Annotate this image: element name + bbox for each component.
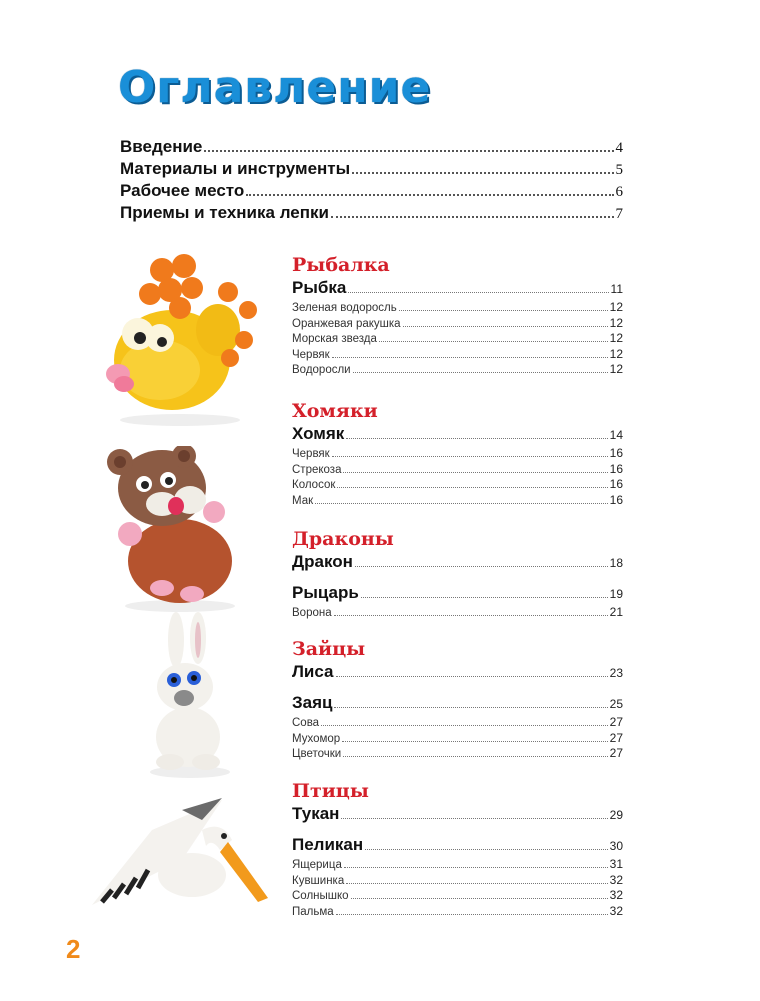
toc-entry[interactable]: [292, 362, 623, 378]
spacer: [292, 826, 623, 835]
leader-dots: [355, 566, 608, 567]
leader-dots: [321, 725, 608, 726]
toc-entry-page: 16: [609, 461, 623, 476]
leader-dots: [336, 914, 608, 915]
toc-entry-label: Цветочки: [292, 748, 342, 760]
section-heading: Птицы: [292, 780, 369, 802]
toc-entry[interactable]: [292, 347, 623, 363]
toc-entry-page: 12: [609, 300, 623, 314]
toc-entry[interactable]: [292, 477, 623, 493]
toc-entry[interactable]: [292, 446, 623, 462]
leader-dots: [403, 326, 608, 327]
leader-dots: [246, 194, 613, 196]
spacer: [292, 574, 623, 583]
toc-entry-page: 4: [615, 140, 623, 156]
toc-entry-label: Морская звезда: [292, 333, 377, 345]
toc-entry-label: Пеликан: [292, 835, 364, 854]
toc-entry-label: Кувшинка: [292, 874, 345, 887]
toc-entry-label: Червяк: [292, 448, 330, 460]
leader-dots: [361, 597, 608, 598]
toc-entry-page: 32: [609, 872, 623, 887]
page-title: Оглавление: [118, 62, 432, 113]
toc-entry-label: Лиса: [292, 662, 334, 681]
toc-entry-page: 27: [609, 746, 623, 760]
toc-entry-label: Ящерица: [292, 859, 342, 871]
toc-entry-page: 27: [609, 715, 623, 729]
toc-entry-label: Мак: [292, 494, 314, 507]
toc-entry[interactable]: [292, 300, 623, 316]
toc-entry-page: 14: [609, 428, 623, 442]
toc-entry-label: Сова: [292, 717, 320, 729]
leader-dots: [353, 372, 608, 373]
section-rabbits: [292, 636, 623, 762]
toc-entry[interactable]: [292, 662, 623, 684]
section-heading: Хомяки: [292, 400, 378, 422]
toc-entry[interactable]: [292, 493, 623, 509]
leader-dots: [343, 472, 607, 473]
toc-entry-label: Водоросли: [292, 364, 351, 376]
toc-entry[interactable]: [292, 835, 623, 857]
toc-entry-label: Тукан: [292, 804, 340, 823]
leader-dots: [334, 707, 607, 708]
toc-entry-page: 11: [610, 282, 623, 296]
page-number: 2: [66, 934, 81, 964]
toc-entry-label: Дракон: [292, 552, 353, 571]
toc-entry-page: 21: [609, 605, 623, 619]
toc-entry-page: 19: [609, 587, 623, 601]
toc-entry[interactable]: [292, 462, 623, 478]
toc-entry-page: 30: [609, 839, 623, 853]
toc-entry-page: 12: [609, 315, 623, 330]
clay-rabbit-image: [140, 612, 235, 782]
toc-entry-label: Стрекоза: [292, 463, 342, 476]
toc-entry-label: Зеленая водоросль: [292, 302, 397, 314]
leader-dots: [332, 357, 608, 358]
section-heading: Зайцы: [292, 638, 366, 660]
toc-entry-page: 12: [609, 331, 623, 345]
toc-entry[interactable]: [292, 715, 623, 731]
leader-dots: [352, 172, 613, 174]
toc-entry[interactable]: [292, 693, 623, 715]
section-heading: Драконы: [292, 528, 394, 550]
toc-entry[interactable]: [292, 424, 623, 446]
toc-entry-page: 29: [609, 808, 623, 822]
section-heading: Рыбалка: [292, 254, 390, 276]
toc-entry[interactable]: [292, 731, 623, 747]
toc-entry[interactable]: [120, 137, 623, 159]
toc-entry[interactable]: [120, 203, 623, 225]
toc-entry-label: Введение: [120, 137, 203, 156]
leader-dots: [399, 310, 608, 311]
toc-entry-label: Солнышко: [292, 890, 349, 902]
leader-dots: [342, 741, 607, 742]
toc-entry-label: Пальма: [292, 905, 334, 918]
toc-entry-label: Рабочее место: [120, 181, 245, 200]
leader-dots: [346, 883, 607, 884]
section-birds: [292, 778, 623, 919]
leader-dots: [343, 756, 607, 757]
toc-entry-label: Хомяк: [292, 424, 345, 443]
toc-entry-page: 12: [609, 362, 623, 376]
toc-entry-label: Ворона: [292, 607, 332, 619]
leader-dots: [351, 898, 608, 899]
toc-entry-label: Рыцарь: [292, 583, 359, 602]
toc-entry[interactable]: [292, 888, 623, 904]
leader-dots: [336, 676, 608, 677]
leader-dots: [315, 503, 608, 504]
toc-entry-page: 32: [609, 888, 623, 902]
toc-entry-label: Приемы и техника лепки: [120, 203, 329, 222]
leader-dots: [337, 487, 607, 488]
toc-entry[interactable]: [292, 583, 623, 605]
toc-entry[interactable]: [292, 316, 623, 332]
toc-entry[interactable]: [292, 331, 623, 347]
section-dragons: [292, 526, 623, 621]
toc-entry-label: Мухомор: [292, 732, 341, 745]
toc-entry-page: 16: [609, 446, 623, 460]
leader-dots: [331, 216, 614, 218]
toc-entry-page: 12: [609, 346, 623, 361]
clay-hamster-image: [100, 446, 250, 616]
toc-entry[interactable]: [292, 605, 623, 621]
toc-entry[interactable]: [292, 904, 623, 920]
spacer: [292, 684, 623, 693]
toc-entry[interactable]: [120, 181, 623, 203]
toc-entry-label: Заяц: [292, 693, 333, 712]
toc-entry[interactable]: [292, 873, 623, 889]
leader-dots: [204, 150, 613, 152]
clay-pelican-image: [82, 790, 272, 915]
toc-entry-label: Рыбка: [292, 278, 347, 297]
intro-list: [120, 137, 623, 225]
leader-dots: [341, 818, 607, 819]
toc-entry-page: 27: [609, 730, 623, 745]
toc-entry-page: 7: [615, 206, 623, 222]
toc-entry-label: Материалы и инструменты: [120, 159, 351, 178]
toc-entry-page: 32: [609, 903, 623, 918]
toc-entry-label: Червяк: [292, 348, 330, 361]
toc-entry[interactable]: [120, 159, 623, 181]
toc-entry[interactable]: [292, 746, 623, 762]
section-hamsters: [292, 398, 623, 508]
toc-entry-page: 31: [609, 857, 623, 871]
toc-entry[interactable]: [292, 552, 623, 574]
toc-entry-page: 6: [615, 184, 623, 200]
leader-dots: [332, 456, 608, 457]
toc-entry-page: 5: [615, 162, 623, 178]
toc-entry[interactable]: [292, 804, 623, 826]
toc-entry-page: 16: [609, 492, 623, 507]
leader-dots: [346, 438, 607, 439]
toc-entry-page: 16: [609, 477, 623, 491]
toc-entry[interactable]: [292, 857, 623, 873]
section-fishing: [292, 252, 623, 378]
clay-fish-image: [100, 250, 265, 430]
toc-entry-label: Колосок: [292, 479, 336, 491]
toc-entry-page: 25: [609, 697, 623, 711]
toc-entry[interactable]: [292, 278, 623, 300]
toc-entry-page: 18: [609, 556, 623, 570]
toc-entry-page: 23: [609, 666, 623, 680]
leader-dots: [348, 292, 608, 293]
leader-dots: [344, 867, 608, 868]
leader-dots: [365, 849, 607, 850]
leader-dots: [334, 615, 608, 616]
toc-entry-label: Оранжевая ракушка: [292, 317, 401, 330]
leader-dots: [379, 341, 608, 342]
